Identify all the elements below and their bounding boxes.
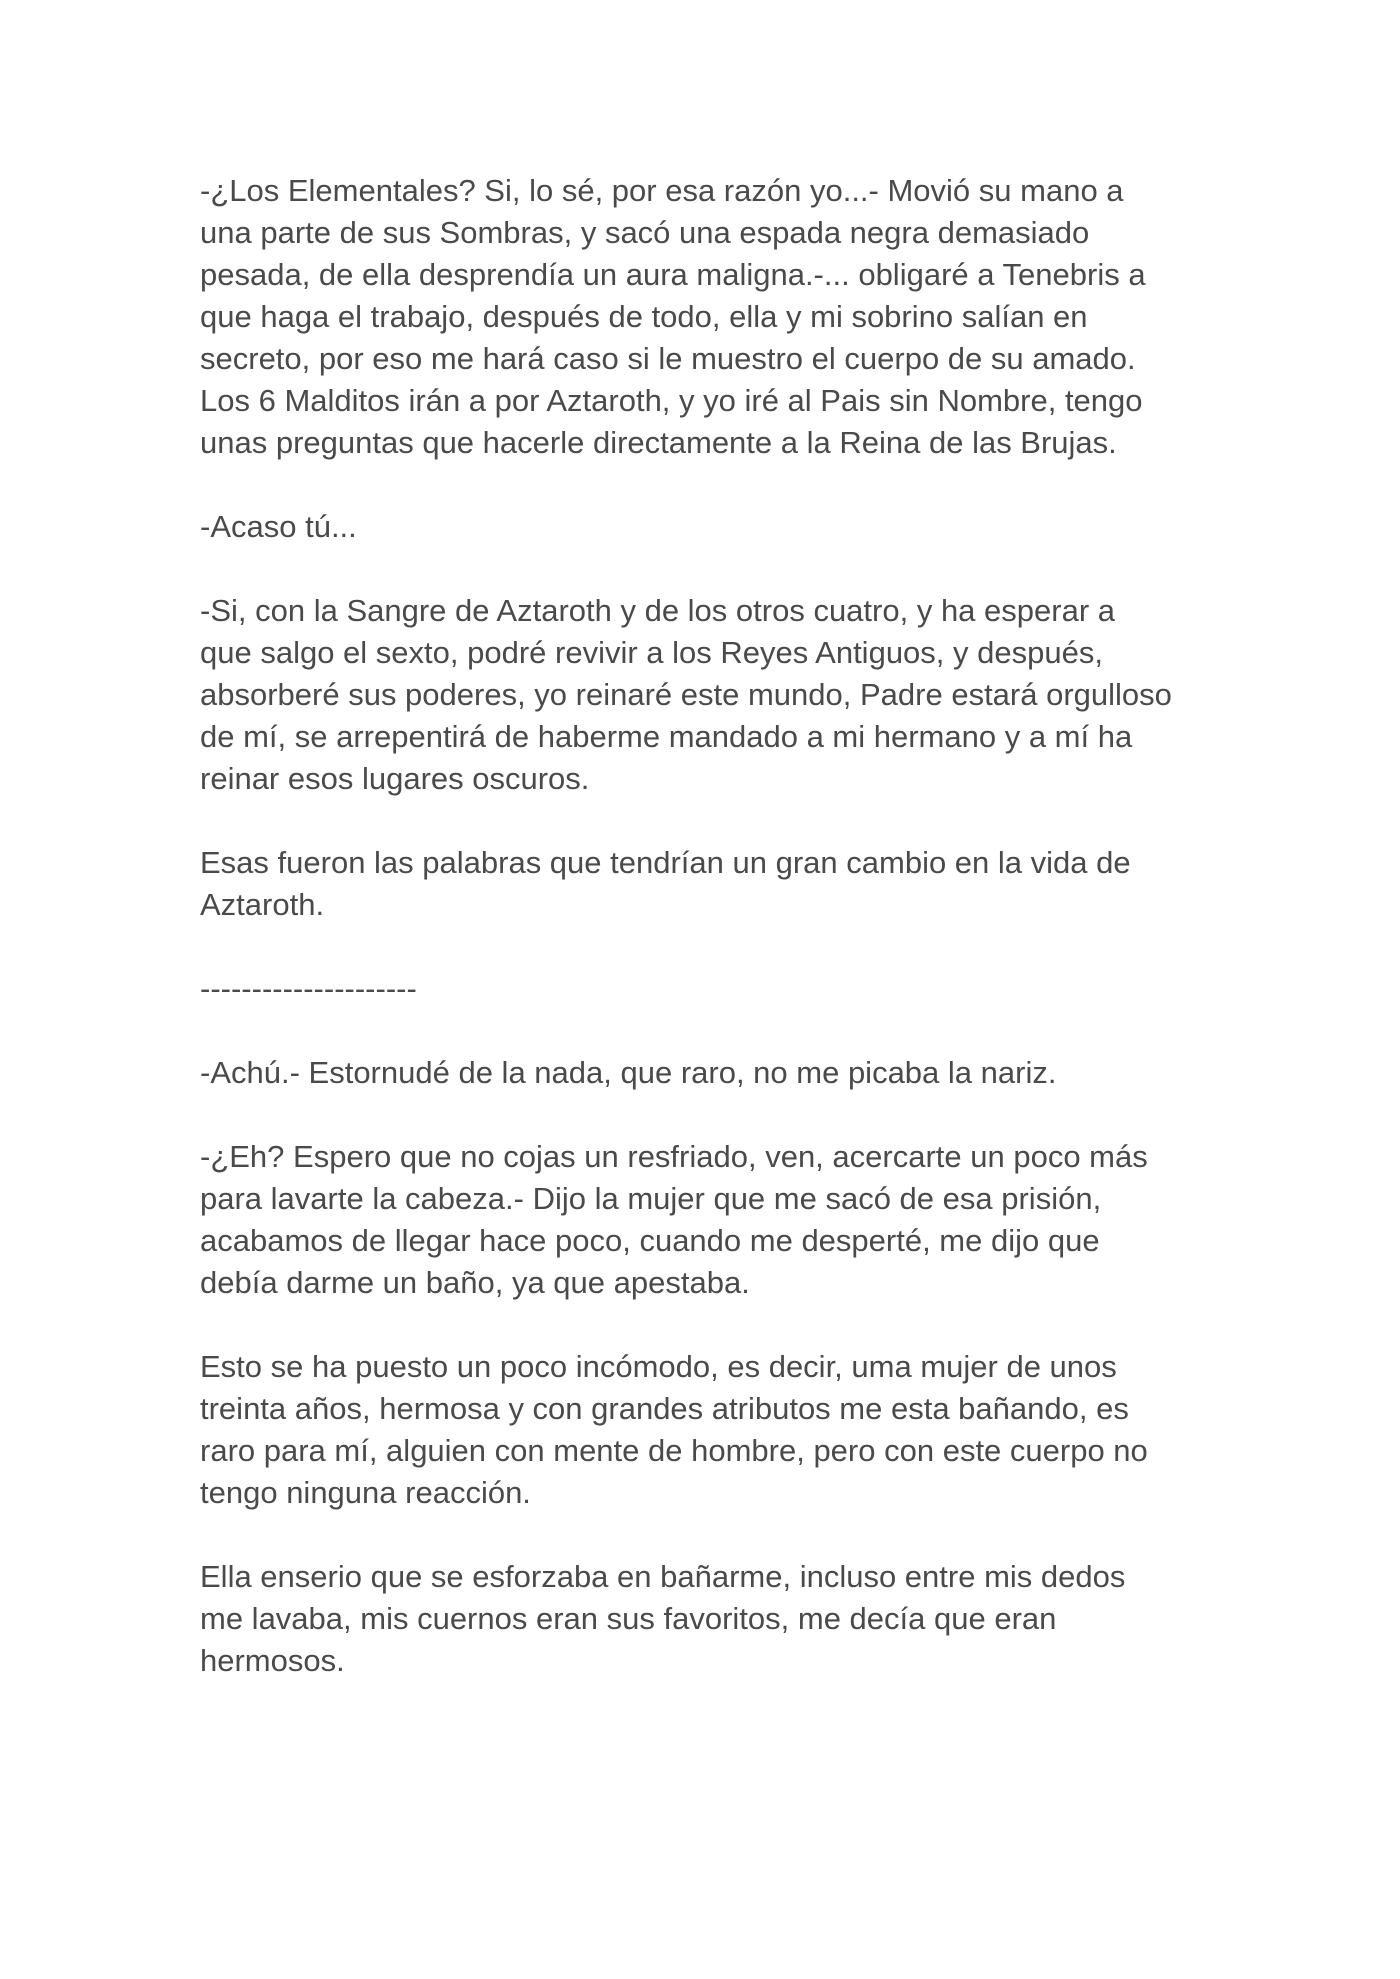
paragraph: -¿Eh? Espero que no cojas un resfriado, ven, acercarte un poco más para lavarte la cabeza.- Dijo la mujer que me sacó de esa prisión, acabamos de llegar hace poco, cuando me desperté, me dijo que debía darme un baño, ya que apestaba. (200, 1139, 1148, 1300)
body-text (200, 170, 1210, 1682)
paragraph: -Achú.- Estornudé de la nada, que raro, no me picaba la nariz. (200, 1055, 1057, 1090)
paragraph: Ella enserio que se esforzaba en bañarme, incluso entre mis dedos me lavaba, mis cuernos eran sus favoritos, me decía que eran hermosos. (200, 1559, 1126, 1678)
paragraph: -Si, con la Sangre de Aztaroth y de los otros cuatro, y ha esperar a que salgo el sexto, podré revivir a los Reyes Antiguos, y después, absorberé sus poderes, yo reinaré este mundo, Padre estará orgulloso de mí, se arrepentirá de haberme mandado a mi hermano y a mí ha reinar esos lugares oscuros. (200, 593, 1172, 796)
paragraph: -¿Los Elementales? Si, lo sé, por esa razón yo...- Movió su mano a una parte de sus Sombras, y sacó una espada negra demasiado pesada, de ella desprendía un aura maligna.-... obligaré a Tenebris a que haga el trabajo, después de todo, ella y mi sobrino salían en secreto, por eso me hará caso si le muestro el cuerpo de su amado. Los 6 Malditos irán a por Aztaroth, y yo iré al Pais sin Nombre, tengo unas preguntas que hacerle directamente a la Reina de las Brujas. (200, 173, 1146, 460)
paragraph: -Acaso tú... (200, 509, 357, 544)
scene-separator: --------------------- (200, 971, 417, 1006)
paragraph: Esto se ha puesto un poco incómodo, es decir, uma mujer de unos treinta años, hermosa y con grandes atributos me esta bañando, es raro para mí, alguien con mente de hombre, pero con este cuerpo no tengo ninguna reacción. (200, 1349, 1148, 1510)
paragraph: Esas fueron las palabras que tendrían un gran cambio en la vida de Aztaroth. (200, 845, 1131, 922)
